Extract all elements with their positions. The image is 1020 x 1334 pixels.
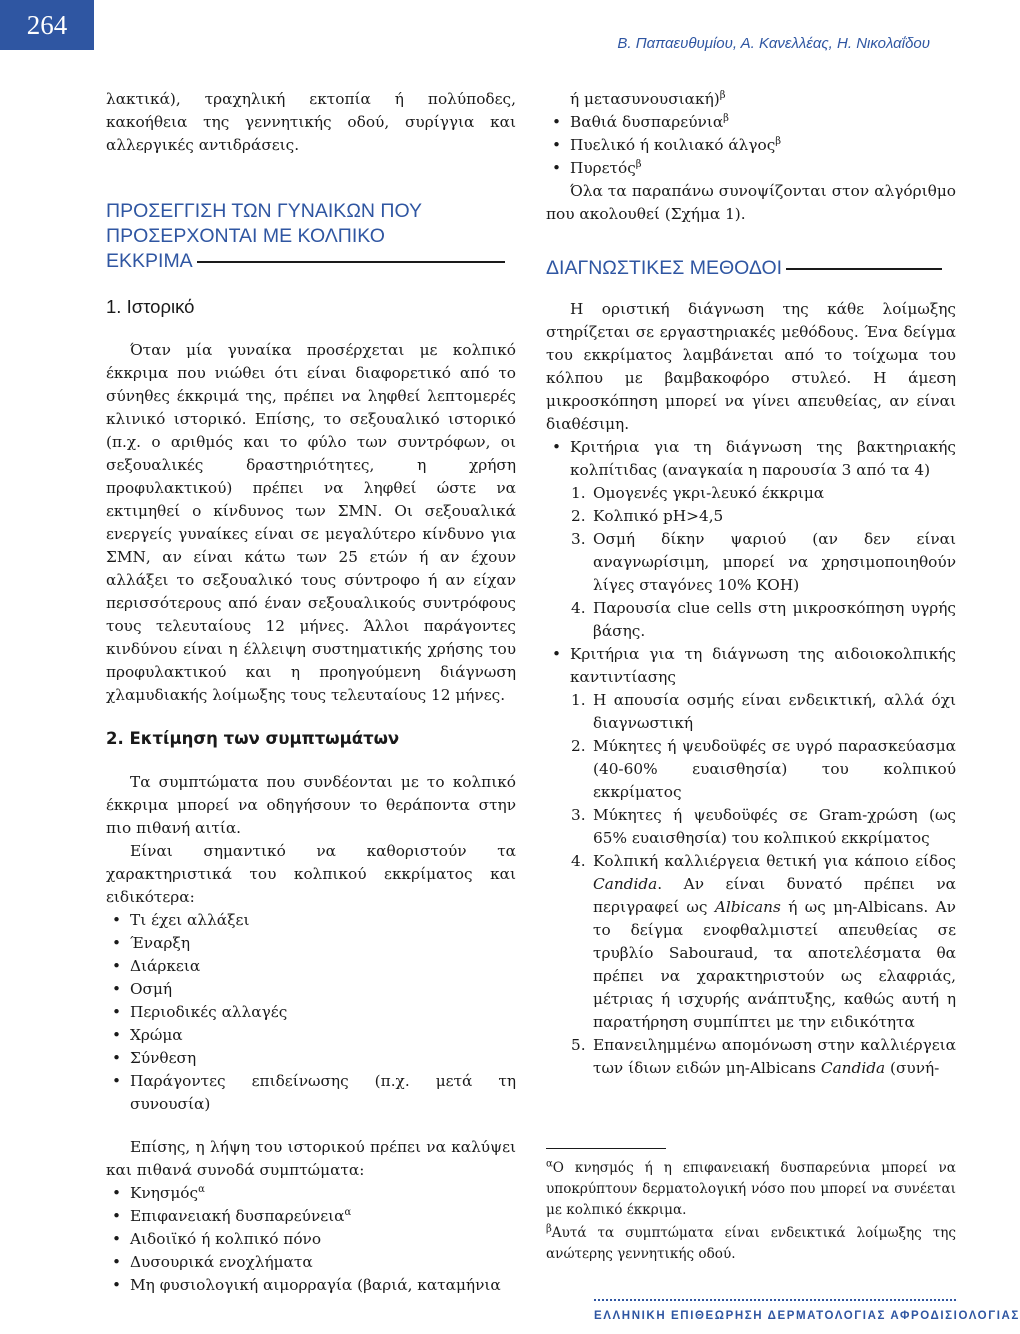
- list-item: • Χρώμα: [112, 1026, 183, 1044]
- list-item: • Περιοδικές αλλαγές: [112, 1003, 288, 1021]
- footnote-rule: [546, 1148, 666, 1149]
- list-item: • Μη φυσιολογική αιμορραγία (βαριά, καταμήνια: [112, 1276, 501, 1294]
- left-column: [106, 88, 516, 1297]
- list-item: • Παράγοντες επιδείνωσης (π.χ. μετά τη συνουσία): [112, 1072, 516, 1113]
- section-heading: [106, 199, 516, 274]
- section-heading-line-1: ΠΡΟΣΕΓΓΙΣΗ ΤΩΝ ΓΥΝΑΙΚΩΝ ΠΟΥ: [106, 200, 423, 222]
- subheading-history: 1. Ιστορικό: [106, 296, 195, 317]
- list-item: • Διάρκεια: [112, 957, 201, 975]
- associated-symptoms-paragraph: Επίσης, η λήψη του ιστορικού πρέπει να καλύψει και πιθανά συνοδά συμπτώματα:: [106, 1138, 516, 1179]
- list-item: • Τι έχει αλλάξει: [112, 911, 250, 929]
- list-item: 3. Μύκητες ή ψευδοϋφές σε Gram-χρώση (ως 65% ευαισθησία) του κολπικού εκκρίματος: [571, 806, 956, 847]
- list-item: • Αιδοιϊκό ή κολπικό πόνο: [112, 1230, 322, 1248]
- list-item: 1. Ομογενές γκρι-λευκό έκκριμα: [571, 484, 825, 502]
- heading-rule: [786, 268, 942, 270]
- algorithm-paragraph: Όλα τα παραπάνω συνοψίζονται στον αλγόριθμο που ακολουθεί (Σχήμα 1).: [546, 182, 956, 223]
- list-item: 2. Κολπικό pH>4,5: [571, 507, 724, 525]
- continued-text: ή μετασυνουσιακή)$^\beta$: [570, 89, 726, 108]
- list-item: 4. Παρουσία clue cells στη μικροσκόπηση υγρής βάσης.: [571, 599, 956, 640]
- list-item: • Σύνθεση: [112, 1049, 197, 1067]
- symptoms-paragraph: Τα συμπτώματα που συνδέονται με το κολπικό έκκριμα μπορεί να οδηγήσουν το θεράποντα στην πιο πιθανή αιτία.: [106, 773, 516, 837]
- criteria-bacterial-vaginosis: • Κριτήρια για τη διάγνωση της βακτηριακής κολπίτιδας (αναγκαία η παρουσία 3 από τα 4): [552, 438, 956, 479]
- characteristics-list: [106, 909, 516, 1116]
- intro-paragraph: λακτικά), τραχηλική εκτοπία ή πολύποδες, κακοήθεια της γεννητικής οδού, συρίγγια και αλλεργικές αντιδράσεις.: [106, 90, 516, 154]
- list-item: • Οσμή: [112, 980, 173, 998]
- footnote-a: $^\alpha$Ο κνησμός ή η επιφανειακή δυσπαρεύνια μπορεί να υποκρύπτουν δερματολογική νόσο που μπορεί να συνέεται με κολπικό έκκριμα.: [546, 1158, 956, 1218]
- list-item: • Έναρξη: [112, 934, 190, 952]
- right-column: [546, 88, 956, 1080]
- section-heading-line-3: ΕΚΚΡΙΜΑ: [106, 250, 193, 272]
- history-paragraph: Όταν μία γυναίκα προσέρχεται με κολπικό έκκριμα που νιώθει ότι είναι διαφορετικό από το σύνηθες έκκριμά της, πρέπει να ληφθεί λεπτομερές κλινικό ιστορικό. Επίσης, το σεξουαλικό ιστορικό (π.χ. ο αριθμός και το φύλο των συντρόφων, οι σεξουαλικές δραστηριότητες, η χρήση προφυλακτικού) πρέπει να ληφθεί ώστε να εκτιμηθεί ο κίνδυνος των ΣΜΝ. Οι σεξουαλικά ενεργείς γυναίκες είναι σε μεγαλύτερο κίνδυνο για ΣΜΝ, αν είναι κάτω των 25 ετών ή αν έχουν αλλάξει το σεξουαλικό τους σύντροφο ή αν είχαν περισσότερους από έναν σεξουαλικούς συντρόφους τους τελευταίους 12 μήνες. Άλλοι παράγοντες κινδύνου είναι η έλλειψη συστηματικής χρήσης του προφυλακτικού και η προηγούμενη διάγνωση χλαμυδιακής λοίμωξης τους τελευταίους 12 μήνες.: [106, 341, 516, 704]
- list-item: 5. Επανειλημμένω απομόνωση στην καλλιέργεια των ίδιων ειδών μη-Albicans Candida (συνή-: [571, 1036, 956, 1077]
- list-item: • Κνησμός$^\alpha$: [112, 1183, 205, 1202]
- subheading-symptoms: 2. Εκτίμηση των συμπτωμάτων: [106, 729, 400, 748]
- section-heading-line-2: ΠΡΟΣΕΡΧΟΝΤΑΙ ΜΕ ΚΟΛΠΙΚΟ: [106, 225, 385, 247]
- list-item: • Βαθιά δυσπαρεύνια$^\beta$: [552, 112, 729, 131]
- running-head: Β. Παπαευθυμίου, Α. Κανελλέας, Η. Νικολαΐδου: [617, 35, 930, 52]
- list-item: • Δυσουρικά ενοχλήματα: [112, 1253, 313, 1271]
- page-number: 264: [0, 0, 94, 50]
- diagnosis-paragraph: Η οριστική διάγνωση της κάθε λοίμωξης στηρίζεται σε εργαστηριακές μεθόδους. Ένα δείγμα του εκκρίματος λαμβάνεται από το τοίχωμα του κόλπου με βαμβακοφόρο στυλεό. Η άμεση μικροσκόπηση μπορεί να γίνει απευθείας, αν είναι διαθέσιμη.: [546, 300, 956, 433]
- list-item: 3. Οσμή δίκην ψαριού (αν δεν είναι αναγνωρίσιμη, μπορεί να χρησιμοποιηθούν λίγες σταγόνες 10% KOH): [571, 530, 956, 594]
- associated-symptoms-list: [106, 1182, 516, 1297]
- heading-rule: [197, 261, 505, 263]
- diagnostic-heading: ΔΙΑΓΝΩΣΤΙΚΕΣ ΜΕΘΟΔΟΙ: [546, 256, 956, 281]
- footnote-b: $^\beta$Αυτά τα συμπτώματα είναι ενδεικτικά λοίμωξης της ανώτερης γεννητικής οδού.: [546, 1223, 956, 1262]
- journal-footer: ΕΛΛΗΝΙΚΗ ΕΠΙΘΕΩΡΗΣΗ ΔΕΡΜΑΤΟΛΟΓΙΑΣ ΑΦΡΟΔΙΣΙΟΛΟΓΙΑΣ: [594, 1310, 1020, 1322]
- criteria-candidiasis: • Κριτήρια για τη διάγνωση της αιδοιοκολπικής καντιντίασης: [552, 645, 956, 686]
- characteristics-paragraph: Είναι σημαντικό να καθοριστούν τα χαρακτηριστικά του κολπικού εκκρίματος και ειδικότερα:: [106, 842, 516, 906]
- list-item: • Πυελικό ή κοιλιακό άλγος$^\beta$: [552, 135, 782, 154]
- list-item: • Επιφανειακή δυσπαρεύνεια$^\alpha$: [112, 1206, 352, 1225]
- list-item: 2. Μύκητες ή ψευδοϋφές σε υγρό παρασκεύασμα (40-60% ευαισθησία) του κολπικού εκκρίματος: [571, 737, 956, 801]
- list-item: 4. Κολπική καλλιέργεια θετική για κάποιο είδος Candida. Αν είναι δυνατό πρέπει να περιγραφεί ως Albicans ή ως μη-Albicans. Αν το δείγμα ενοφθαλμιστεί απευθείας σε τρυβλίο Sabouraud, τα αποτελέσματα θα πρέπει να χαρακτηριστούν ως ελαφριάς, μέτριας ή ισχυρής ανάπτυξης, καθώς αυτή η παρατήρηση συμπίπτει με την ειδικότητα: [571, 852, 956, 1031]
- list-item: • Πυρετός$^\beta$: [552, 158, 642, 177]
- list-item: 1. Η απουσία οσμής είναι ενδεικτική, αλλά όχι διαγνωστική: [571, 691, 956, 732]
- footer-dotted-rule: [594, 1299, 956, 1301]
